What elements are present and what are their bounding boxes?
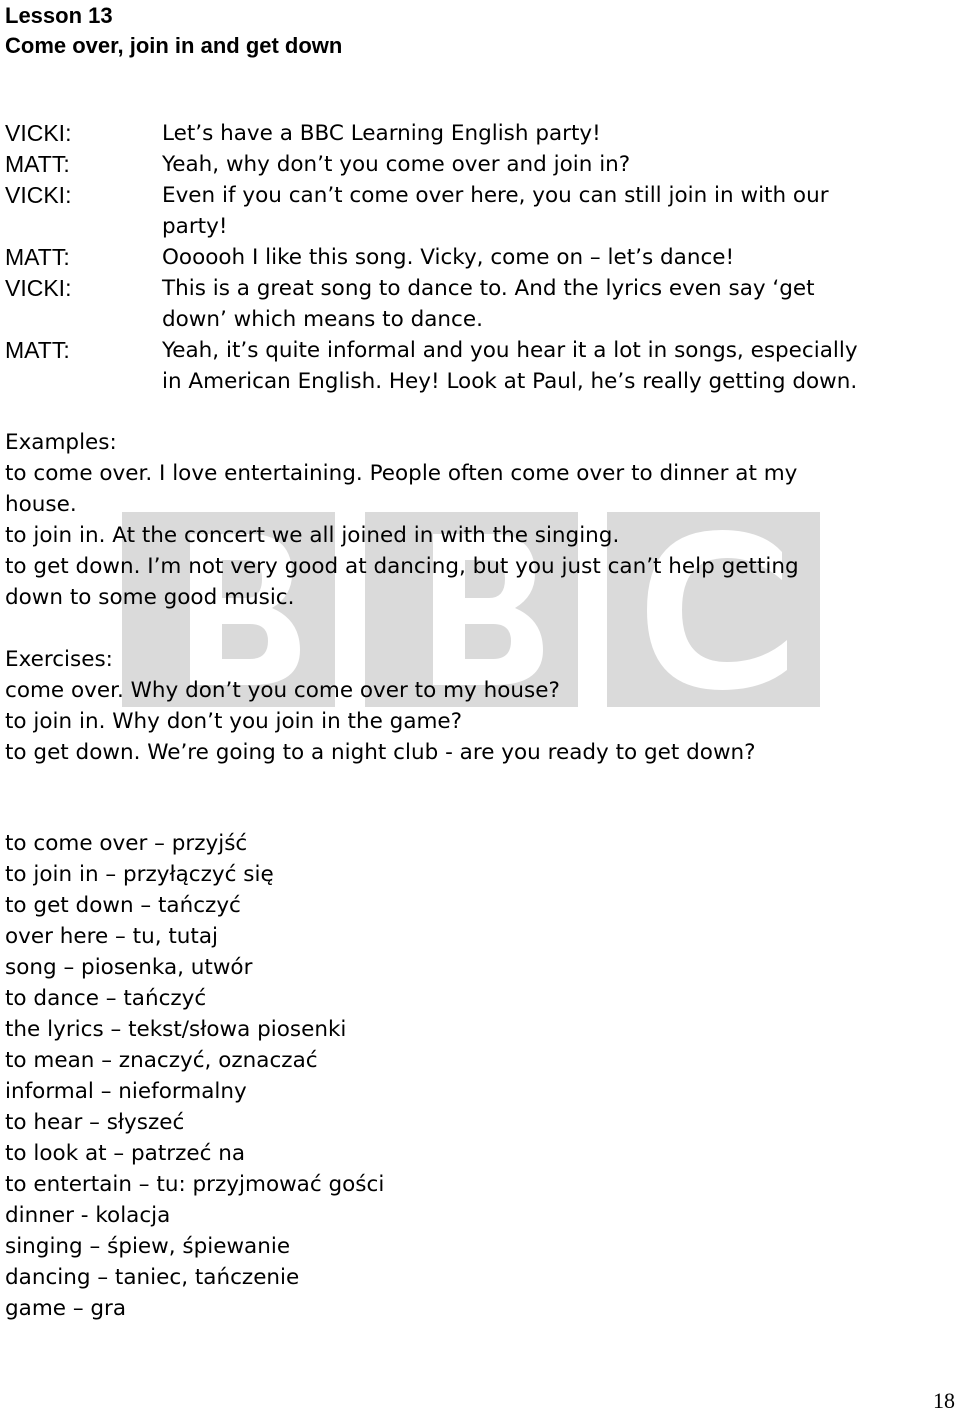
exercise-line: to get down. We’re going to a night club - are you ready to get down? xyxy=(5,740,756,765)
dialogue-text xyxy=(162,149,630,180)
speaker-name: MATT: xyxy=(5,244,70,270)
dialogue-line: This is a great song to dance to. And the lyrics even say ‘get xyxy=(162,276,815,301)
vocabulary-item: over here – tu, tutaj xyxy=(5,924,219,949)
dialogue-line: Yeah, why don’t you come over and join in? xyxy=(162,152,631,177)
vocabulary-item: informal – nieformalny xyxy=(5,1079,247,1104)
dialogue-line: in American English. Hey! Look at Paul, he’s really getting down. xyxy=(162,369,858,394)
vocabulary-item: the lyrics – tekst/słowa piosenki xyxy=(5,1017,347,1042)
vocabulary-item: to come over – przyjść xyxy=(5,831,248,856)
page-number: 18 xyxy=(933,1388,955,1413)
example-line: house. xyxy=(5,492,77,517)
vocabulary-item: to dance – tańczyć xyxy=(5,986,207,1011)
speaker-name: VICKI: xyxy=(5,182,72,208)
speaker-name: VICKI: xyxy=(5,120,72,146)
example-line: to get down. I’m not very good at dancing, but you just can’t help getting xyxy=(5,554,799,579)
speaker-name: MATT: xyxy=(5,151,70,177)
lesson-title: Come over, join in and get down xyxy=(5,33,343,58)
dialogue-line: Let’s have a BBC Learning English party! xyxy=(162,121,601,146)
vocabulary-item: song – piosenka, utwór xyxy=(5,955,253,980)
dialogue-line: down’ which means to dance. xyxy=(162,307,483,332)
dialogue xyxy=(5,118,955,397)
vocabulary-item: to look at – patrzeć na xyxy=(5,1141,246,1166)
speaker-name: MATT: xyxy=(5,337,70,363)
vocabulary-item: game – gra xyxy=(5,1296,127,1321)
dialogue-line: Yeah, it’s quite informal and you hear it a lot in songs, especially xyxy=(162,338,858,363)
dialogue-turn xyxy=(5,242,955,273)
dialogue-turn xyxy=(5,118,955,149)
vocabulary-item: to mean – znaczyć, oznaczać xyxy=(5,1048,318,1073)
dialogue-line: party! xyxy=(162,214,228,239)
vocabulary-item: to join in – przyłączyć się xyxy=(5,862,274,887)
dialogue-text xyxy=(162,273,815,335)
vocabulary-item: dancing – taniec, tańczenie xyxy=(5,1265,300,1290)
examples-heading: Examples: xyxy=(5,430,117,455)
example-line: to join in. At the concert we all joined in with the singing. xyxy=(5,523,620,548)
exercises-section xyxy=(5,644,945,768)
dialogue-turn xyxy=(5,335,955,397)
example-line: to come over. I love entertaining. People often come over to dinner at my xyxy=(5,461,798,486)
dialogue-text xyxy=(162,118,601,149)
dialogue-text xyxy=(162,335,858,397)
vocabulary-item: to entertain – tu: przyjmować gości xyxy=(5,1172,385,1197)
lesson-number: Lesson 13 xyxy=(5,3,113,28)
vocabulary-item: to hear – słyszeć xyxy=(5,1110,185,1135)
dialogue-text xyxy=(162,242,734,273)
dialogue-turn xyxy=(5,149,955,180)
vocabulary-item: to get down – tańczyć xyxy=(5,893,241,918)
example-line: down to some good music. xyxy=(5,585,295,610)
examples-section xyxy=(5,427,945,613)
vocabulary-list xyxy=(5,828,945,1324)
dialogue-turn xyxy=(5,273,955,335)
dialogue-turn xyxy=(5,180,955,242)
exercise-line: to join in. Why don’t you join in the game? xyxy=(5,709,463,734)
vocabulary-item: dinner - kolacja xyxy=(5,1203,171,1228)
vocabulary-item: singing – śpiew, śpiewanie xyxy=(5,1234,291,1259)
dialogue-text xyxy=(162,180,829,242)
speaker-name: VICKI: xyxy=(5,275,72,301)
exercises-heading: Exercises: xyxy=(5,647,113,672)
dialogue-line: Even if you can’t come over here, you can still join in with our xyxy=(162,183,829,208)
dialogue-line: Oooooh I like this song. Vicky, come on – let’s dance! xyxy=(162,245,735,270)
exercise-line: come over. Why don’t you come over to my house? xyxy=(5,678,560,703)
